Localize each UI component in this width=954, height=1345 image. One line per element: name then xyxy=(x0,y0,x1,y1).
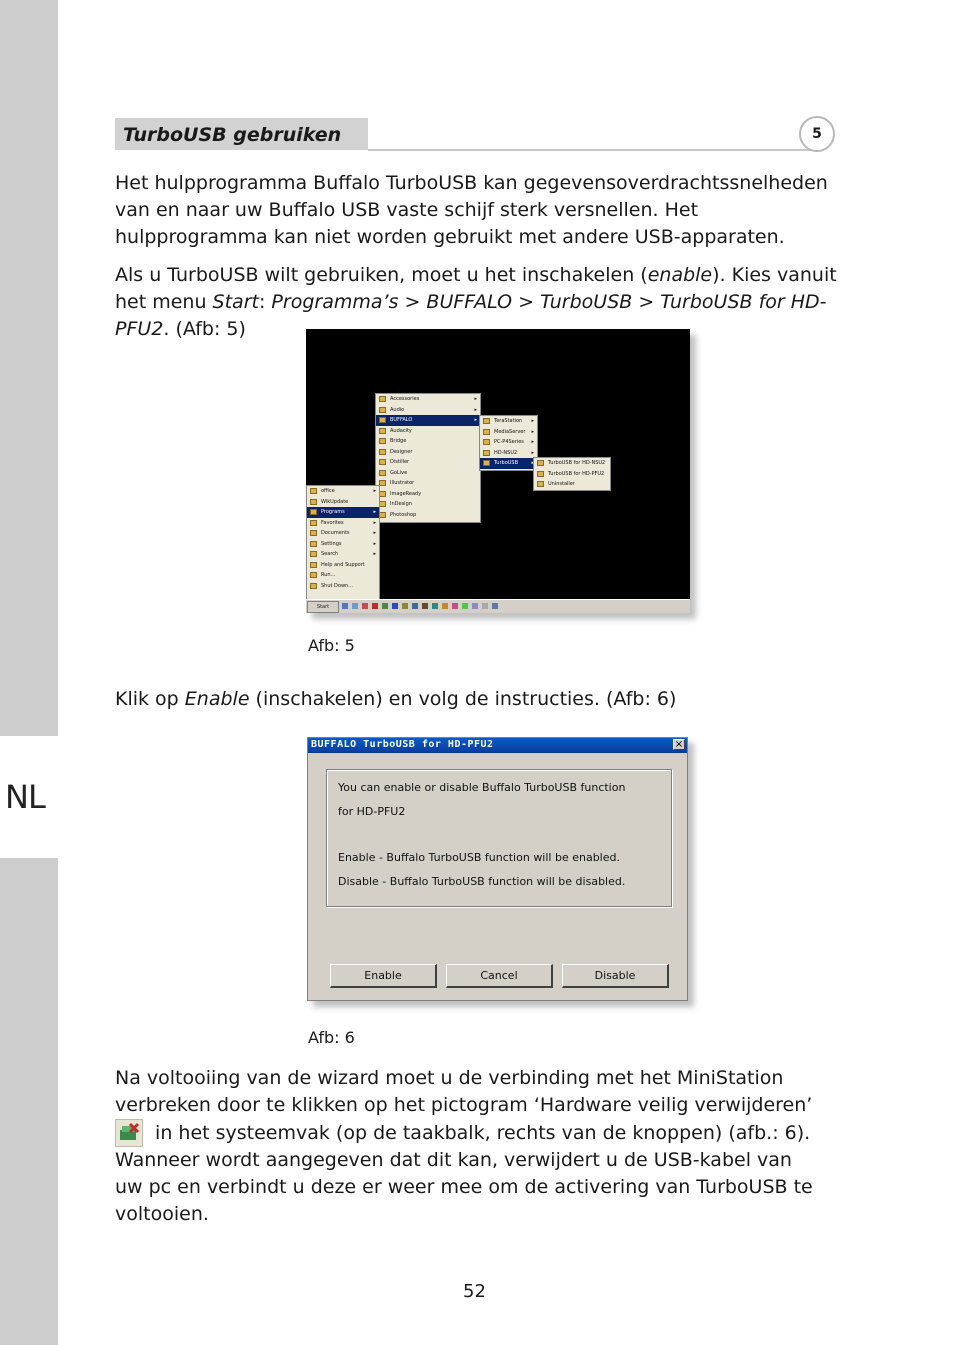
menu-item xyxy=(307,560,379,571)
menu-item-label: Audacity xyxy=(390,427,412,434)
menu-item-label: Illustrator xyxy=(390,480,415,486)
dialog-text-line: Enable - Buffalo TurboUSB function will be enabled. xyxy=(338,851,620,864)
menu-item-label: Settings xyxy=(321,540,342,547)
menu-item xyxy=(307,528,379,539)
menu-item-icon xyxy=(483,418,490,424)
section-header-rule xyxy=(368,149,816,151)
menu-item xyxy=(376,436,480,447)
submenu-arrow-icon: ▸ xyxy=(373,488,376,494)
menu-item-label: WikUpdate xyxy=(321,498,349,505)
start-menu xyxy=(306,485,380,601)
paragraph-intro: Het hulpprogramma Buffalo TurboUSB kan gegevensoverdrachtssnelheden van en naar uw Buffalo USB vaste schijf sterk versnellen. Het hulpprogramma kan niet worden gebruikt met andere USB-apparaten. xyxy=(115,172,828,248)
menu-item-label: Uninstaller xyxy=(548,481,575,487)
menu-item xyxy=(307,518,379,529)
menu-item-label: office xyxy=(321,488,335,494)
menu-item-icon xyxy=(483,429,490,435)
quicklaunch-icon xyxy=(482,603,488,609)
menu-item-label: PC-P4Series xyxy=(494,439,524,445)
quicklaunch-icon xyxy=(372,603,378,609)
quicklaunch-icon xyxy=(382,603,388,609)
submenu-arrow-icon: ▸ xyxy=(474,417,477,423)
safely-remove-hardware-icon xyxy=(115,1119,143,1147)
submenu-arrow-icon: ▸ xyxy=(531,449,534,456)
text: (inschakelen) en volg de instructies. (Afb: 6) xyxy=(249,688,677,710)
menu-item-label: Accessories xyxy=(390,396,420,402)
menu-item-label: Bridge xyxy=(390,438,407,444)
figure-start-menu-screenshot xyxy=(306,329,690,613)
dialog-text-line: for HD-PFU2 xyxy=(338,805,406,818)
figure-turbousb-dialog xyxy=(307,737,688,1001)
submenu-arrow-icon: ▸ xyxy=(531,418,534,424)
text: in het systeemvak (op de taakbalk, rechts van de knoppen) (afb.: 6). Wanneer wordt aangegeven dat dit kan, verwijdert u de USB-kabel van uw pc en verbindt u deze er weer mee om de activering van TurboUSB te voltooien. xyxy=(115,1122,813,1225)
menu-item-label: MediaServer xyxy=(494,428,526,435)
submenu-arrow-icon: ▸ xyxy=(474,406,477,413)
quicklaunch-icon xyxy=(362,603,368,609)
dialog-titlebar xyxy=(308,738,687,753)
quicklaunch-icon xyxy=(442,603,448,609)
menu-item-label: Programs xyxy=(321,509,345,515)
menu-item-label: Photoshop xyxy=(390,511,417,518)
menu-item xyxy=(307,486,379,497)
menu-item xyxy=(480,427,537,438)
menu-item-icon xyxy=(379,470,386,476)
section-number-badge: 5 xyxy=(799,116,835,152)
menu-item xyxy=(376,489,480,500)
menu-path: Programma’s > BUFFALO > TurboUSB > TurboUSB for HD-PFU2 xyxy=(115,291,827,340)
menu-item xyxy=(376,510,480,521)
menu-item xyxy=(376,457,480,468)
quicklaunch-icon xyxy=(452,603,458,609)
menu-item-label: ImageReady xyxy=(390,490,422,497)
menu-item xyxy=(376,426,480,437)
text: Klik op xyxy=(115,688,185,710)
menu-item xyxy=(307,549,379,560)
menu-item-icon xyxy=(310,520,317,526)
figure-5-caption: Afb: 5 xyxy=(308,636,355,655)
menu-item-icon xyxy=(379,428,386,434)
term-enable: Enable xyxy=(184,688,250,710)
menu-item xyxy=(480,416,537,427)
side-tab-top xyxy=(0,0,58,736)
menu-item-icon xyxy=(537,481,544,487)
dialog-text-line: Disable - Buffalo TurboUSB function will be disabled. xyxy=(338,875,626,888)
programs-submenu xyxy=(375,393,481,523)
turbousb-submenu xyxy=(533,457,611,491)
text: Als u TurboUSB wilt gebruiken, moet u het inschakelen ( xyxy=(115,264,648,286)
menu-item-icon xyxy=(310,583,317,589)
menu-item-icon xyxy=(310,499,317,505)
menu-item-icon xyxy=(379,407,386,413)
menu-item xyxy=(307,581,379,592)
page-number: 52 xyxy=(463,1281,486,1302)
menu-item xyxy=(376,405,480,416)
quicklaunch-icon xyxy=(402,603,408,609)
cancel-button[interactable]: Cancel xyxy=(446,964,553,988)
menu-item-icon xyxy=(483,450,490,456)
menu-item xyxy=(376,394,480,405)
menu-item-icon xyxy=(483,439,490,445)
menu-item-label: HD-NSU2 xyxy=(494,449,518,456)
text: ). Kies vanuit het menu xyxy=(115,264,837,313)
menu-item-label: BUFFALO xyxy=(390,417,413,423)
quicklaunch-icon xyxy=(352,603,358,609)
quicklaunch-icon xyxy=(412,603,418,609)
menu-item-label: Help and Support xyxy=(321,561,365,568)
quicklaunch-icon xyxy=(342,603,348,609)
submenu-arrow-icon: ▸ xyxy=(373,519,376,526)
menu-item xyxy=(480,448,537,459)
submenu-arrow-icon: ▸ xyxy=(531,439,534,445)
menu-item xyxy=(534,469,610,480)
menu-item xyxy=(376,499,480,510)
menu-item-label: Designer xyxy=(390,448,413,455)
menu-item-label: Audio xyxy=(390,406,405,413)
buffalo-submenu xyxy=(479,415,538,471)
menu-item-icon xyxy=(310,551,317,557)
text: . (Afb: 5) xyxy=(163,318,246,340)
menu-item-label: TurboUSB xyxy=(494,460,519,466)
submenu-arrow-icon: ▸ xyxy=(373,551,376,557)
menu-item xyxy=(376,478,480,489)
menu-item-icon xyxy=(310,572,317,578)
section-title: TurboUSB gebruiken xyxy=(123,124,342,146)
disable-button[interactable]: Disable xyxy=(562,964,669,988)
menu-item xyxy=(480,437,537,448)
menu-item-icon xyxy=(483,460,490,466)
menu-item-icon xyxy=(379,417,386,423)
text: : xyxy=(258,291,272,313)
menu-item-label: Search xyxy=(321,551,339,557)
menu-item-label: TurboUSB for HD-PFU2 xyxy=(548,470,605,477)
menu-item-label: Shut Down... xyxy=(321,582,353,589)
paragraph-safely-remove xyxy=(115,1065,815,1228)
menu-item-icon xyxy=(379,480,386,486)
menu-item xyxy=(307,507,379,518)
submenu-arrow-icon: ▸ xyxy=(531,428,534,435)
menu-item-label: TeraStation xyxy=(494,418,523,424)
submenu-arrow-icon: ▸ xyxy=(373,540,376,547)
dialog-text-line: You can enable or disable Buffalo TurboUSB function xyxy=(338,781,626,794)
menu-item-icon xyxy=(379,438,386,444)
menu-item xyxy=(534,479,610,490)
menu-item-label: InDesign xyxy=(390,501,412,507)
menu-item-icon xyxy=(537,460,544,466)
quicklaunch-icon xyxy=(492,603,498,609)
menu-item xyxy=(480,458,537,469)
menu-item-icon xyxy=(310,541,317,547)
menu-item xyxy=(376,447,480,458)
language-label: NL xyxy=(5,778,45,816)
quicklaunch-icon xyxy=(392,603,398,609)
enable-button[interactable]: Enable xyxy=(330,964,437,988)
menu-item-icon xyxy=(379,512,386,518)
menu-item xyxy=(534,458,610,469)
term-enable: enable xyxy=(647,264,713,286)
start-button: Start xyxy=(307,601,339,613)
menu-item xyxy=(307,497,379,508)
submenu-arrow-icon: ▸ xyxy=(373,530,376,536)
side-tab-bottom xyxy=(0,858,58,1345)
menu-item xyxy=(307,539,379,550)
menu-item-icon xyxy=(379,491,386,497)
term-start: Start xyxy=(212,291,259,313)
close-icon[interactable]: × xyxy=(674,739,684,750)
dialog-title: BUFFALO TurboUSB for HD-PFU2 xyxy=(311,739,494,750)
menu-item-icon xyxy=(310,530,317,536)
menu-item-icon xyxy=(379,449,386,455)
paragraph-click-enable xyxy=(115,686,840,713)
quicklaunch-icon xyxy=(472,603,478,609)
menu-item-label: Run... xyxy=(321,572,336,578)
menu-item-icon xyxy=(537,471,544,477)
quicklaunch-icon xyxy=(422,603,428,609)
menu-item-icon xyxy=(379,396,386,402)
menu-item-icon xyxy=(379,501,386,507)
figure-6-caption: Afb: 6 xyxy=(308,1028,355,1047)
quicklaunch-icon xyxy=(462,603,468,609)
menu-item-label: GoLive xyxy=(390,469,408,476)
taskbar xyxy=(306,599,690,613)
menu-item xyxy=(376,468,480,479)
submenu-arrow-icon: ▸ xyxy=(373,509,376,515)
menu-item xyxy=(376,415,480,426)
submenu-arrow-icon: ▸ xyxy=(474,396,477,402)
menu-item-icon xyxy=(310,562,317,568)
menu-item-label: Documents xyxy=(321,530,350,536)
text: Na voltooiing van de wizard moet u de verbinding met het MiniStation verbreken door te klikken op het pictogram ‘Hardware veilig verwijderen’ xyxy=(115,1067,813,1116)
menu-item-icon xyxy=(310,509,317,515)
quicklaunch-icon xyxy=(432,603,438,609)
menu-item-label: TurboUSB for HD-NSU2 xyxy=(548,460,606,466)
menu-item xyxy=(307,570,379,581)
menu-item-icon xyxy=(379,459,386,465)
menu-item-label: Favorites xyxy=(321,519,344,526)
menu-item-icon xyxy=(310,488,317,494)
menu-item-label: Distiller xyxy=(390,459,410,465)
